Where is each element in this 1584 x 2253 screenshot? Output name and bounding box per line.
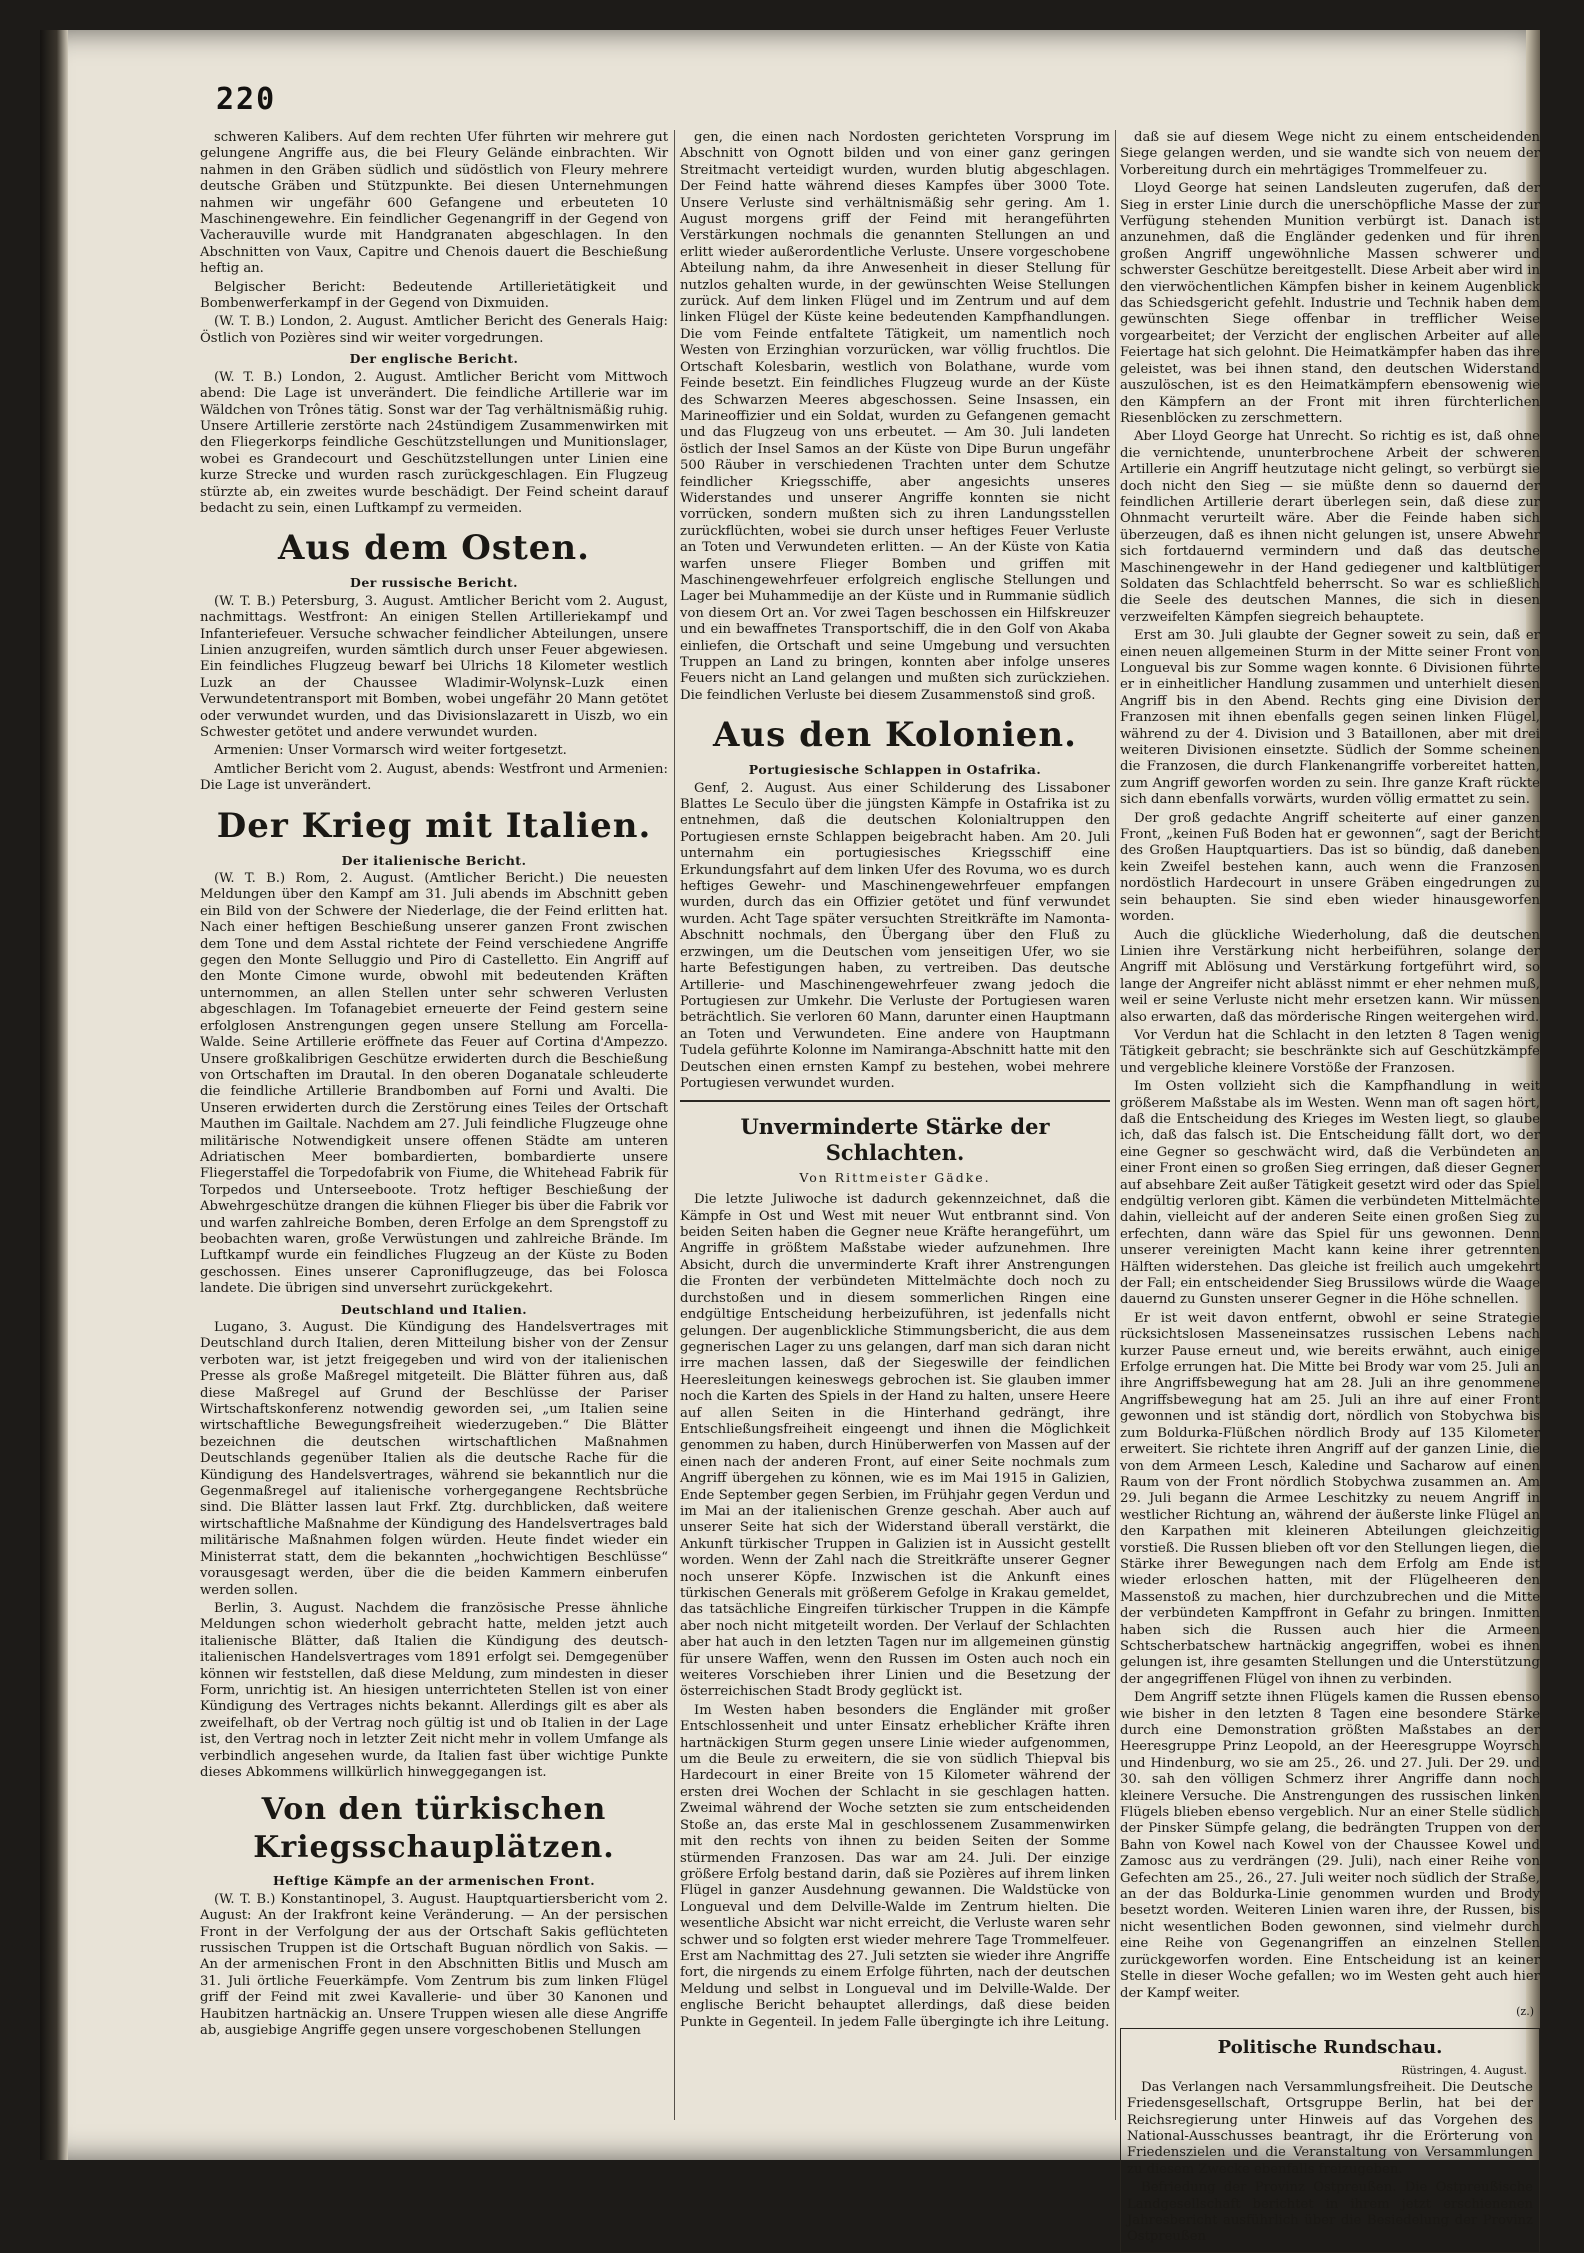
divider xyxy=(680,1100,1110,1102)
dateline: Rüstringen, 4. August. xyxy=(1401,2064,1527,2078)
paragraph: Genf, 2. August. Aus einer Schilderung des Lissaboner Blattes Le Seculo über die jüngsten Kämpfe in Ostafrika ist zu entnehmen, daß die deutschen Kolonialtruppen den Portugiesen ernste Schlappen beigebracht haben. Am 20. Juli unternahm ein portugiesisches Kriegsschiff eine Erkundungsfahrt auf dem linken Ufer des Rovuma, wo es durch heftiges Gewehr- und Maschinengewehrfeuer empfangen wurden, durch das ein Offizier getötet und fünf verwundet wurden. Acht Tage später versuchten Streitkräfte im Namonta-Abschnitt nochmals, den Übergang über den Fluß zu erzwingen, um die Deutschen vom jenseitigen Ufer, wo sie harte Befestigungen haben, zu vertreiben. Das deutsche Artillerie- und Maschinengewehrfeuer zwang jedoch die Portugiesen zur Umkehr. Die Verluste der Portugiesen waren beträchtlich. Sie verloren 60 Mann, darunter einen Hauptmann an Toten und Verwundeten. Eine andere von Hauptmann Tudela geführte Kolonne im Namiranga-Abschnitt hatte mit den Deutschen einen ernsten Kampf zu bestehen, wobei mehrere Portugiesen verwundet wurden. xyxy=(680,780,1110,1091)
byline: Von Rittmeister Gädke. xyxy=(799,1169,991,1185)
paragraph: Belgischer Bericht: Bedeutende Artillerietätigkeit und Bombenwerferkampf in der Gegend von Dixmuiden. xyxy=(200,279,668,312)
subheading: Der italienische Bericht. xyxy=(341,852,527,868)
column-rule xyxy=(674,130,675,2120)
paragraph: (W. T. B.) Rom, 2. August. (Amtlicher Bericht.) Die neuesten Meldungen über den Kampf am 31. Juli abends im Abschnitt geben ein Bild von der Schwere der Niederlage, die der Feind erlitten hat. Nach einer heftigen Beschießung unserer ganzen Front zwischen dem Tone und dem Asstal richtete der Feind verschiedene Angriffe gegen den Monte Selluggio und Piro di Castelletto. Ein Angriff auf den Monte Cimone wurde, obwohl mit bedeutenden Kräften unternommen, an allen Stellen unter sehr schweren Verlusten abgeschlagen. Im Tofanagebiet erneuerte der Feind gestern seine erfolglosen Anstrengungen gegen unsere Stellung am Forcella-Walde. Seine Artillerie eröffnete das Feuer auf Cortina d'Ampezzo. Unsere großkalibrigen Geschütze erwiderten durch die Beschießung von Ortschaften im Drautal. In den oberen Doganatale schleuderte die feindliche Artillerie Brandbomben auf Forni und Avalti. Die Unseren erwiderten durch die Zerstörung eines Teiles der Ortschaft Mauthen im Gailtale. Nachdem am 27. Juli feindliche Flugzeuge ohne militärische Notwendigkeit unsere offenen Städte am unteren Adriatischen Meer bombardierten, bombardierte unsere Fliegerstaffel die Torpedofabrik von Fiume, die Whitehead Fabrik für Torpedos und Unterseeboote. Trotz heftiger Beschießung der Abwehrgeschütze drangen die kühnen Flieger bis über die Fabrik vor und warfen zahlreiche Bomben, deren Erfolge an dem Sprengstoff zu beobachten waren, große Verwüstungen und zahlreiche Brände. Im Luftkampf wurde ein feindliches Flugzeug an der Küste zu Boden geschossen. Eines unserer Caproniflugzeuge, das bei Folosca landete. Die übrigen sind unversehrt zurückgekehrt. xyxy=(200,871,668,1297)
book-binding xyxy=(40,30,68,2160)
article-title: Unverminderte Stärke der Schlachten. xyxy=(740,1113,1050,1165)
article-signature: (z.) xyxy=(1516,2004,1534,2018)
paragraph: Er ist weit davon entfernt, obwohl er seine Strategie rücksichtslosen Masseneinsatzes russischen Lebens nach kurzer Pause erneut und, wie bereits erwähnt, auch einige Erfolge errungen hat. Die Mitte bei Brody war vom 25. Juli an ihre Angriffsbewegung hat am 28. Juli an ihre genommene Angriffsbewegung hat am 25. Juli an ihre auf einer Front gewonnen und ist ständig dort, nördlich von Stobychwa bis zum Boldurka-Flüßchen nördlich Brody auf 135 Kilometer erweitert. Sie richtete ihren Angriff auf der ganzen Linie, die von dem Armeen Lesch, Kaledine und Sacharow auf einen Raum von der Front nördlich Stobychwa zusammen an. Am 29. Juli begann die Armee Leschitzky zu neuem Angriff in westlicher Richtung an, während der äußerste linke Flügel an den Karpathen mit kleineren Abteilungen gleichzeitig vorstieß. Die Russen blieben oft vor den Stellungen liegen, die Stärke ihrer Bewegungen nach dem Erfolg am Ende ist wieder erloschen hatten, mit der Flügelheeren den Massenstoß zu machen, hier durchzubrechen und die Mitte der verbündeten Kampffront in Gefahr zu bringen. Inmitten haben sich die Russen auch hier die Armeen Schtscherbatschew hartnäckig angegriffen, wobei es ihnen gelungen ist, ihre gesamten Stellungen und die Unterstützung der angegriffenen Flügel von ihnen zu verbinden. xyxy=(1120,1310,1540,1687)
section-title: Aus den Kolonien. xyxy=(713,715,1077,756)
politics-section xyxy=(1120,2028,1540,2252)
section-title: Von den türkischen Kriegsschauplätzen. xyxy=(253,1792,615,1866)
subheading: Deutschland und Italien. xyxy=(340,1301,528,1317)
paragraph: (W. T. B.) London, 2. August. Amtlicher Bericht vom Mittwoch abend: Die Lage ist unverändert. Die feindliche Artillerie war im Wäldchen von Trônes tätig. Sonst war der Tag verhältnismäßig ruhig. Unsere Artillerie zerstörte nach 24stündigem Zusammenwirken mit den Fliegerkorps feindliche Geschützstellungen und Munitionslager, wobei es Grandecourt und Geschützstellungen unter Linien eine kurze Strecke und wurden rasch zurückgeschlagen. Ein Flugzeug stürzte ab, ein zweites wurde beschädigt. Der Feind scheint darauf bedacht zu sein, einen Luftkampf zu vermeiden. xyxy=(200,369,668,516)
paragraph: Im Osten vollzieht sich die Kampfhandlung in weit größerem Maßstabe als im Westen. Wenn man oft sagen hört, daß die Entscheidung des Krieges im Westen liegt, so glaube ich, daß das falsch ist. Die Entscheidung fällt dort, wo der eine Gegner so geschwächt wird, daß die Verbündeten an einer Front einen so großen Sieg erringen, daß dieser Gegner auf absehbare Zeit außer Tätigkeit gesetzt wird oder das Spiel endgültig verloren gibt. Kämen die verbündeten Mittelmächte dahin, vielleicht auf der anderen Seite einen großen Sieg zu erfechten, dann wäre das Spiel für uns gewonnen. Denn unserer vereinigten Macht kann keine ihrer getrennten Hälften widerstehen. Das gleiche ist freilich auch umgekehrt der Fall; ein entscheidender Sieg Brussilows würde die Waage dauernd zu Gunsten unserer Gegner in die Höhe schnellen. xyxy=(1120,1079,1540,1308)
paragraph: Berlin, 3. August. Nachdem die französische Presse ähnliche Meldungen schon wiederholt gebracht hatte, melden jetzt auch italienische Blätter, daß Italien die Kündigung des deutsch-italienischen Handelsvertrages vom 1891 erfolgt sei. Demgegenüber können wir feststellen, daß diese Meldung, zum mindesten in dieser Form, unrichtig ist. An hiesigen unterrichteten Stellen ist von einer Kündigung des Vertrages nichts bekannt. Allerdings gilt es aber als zweifelhaft, ob der Vertrag noch gültig ist und ob Italien in der Lage ist, den Vertrag noch in letzter Zeit nicht mehr in vollem Umfange als verbindlich angesehen wurde, da Italien fast über wichtige Punkte dieses Abkommens willkürlich hinweggegangen ist. xyxy=(200,1600,668,1780)
section-title: Aus dem Osten. xyxy=(278,528,590,569)
paragraph: Befriedung der Provinz Ostpreußen. Die Ostpreußische Landgesellschaft berichtet in ihrem jetzt erschienenen Jahresbericht ausführlich über die Besiedelung der Provinz Ostpreußen xyxy=(1127,2180,1533,2245)
column-rule xyxy=(1115,130,1116,2120)
paragraph: Auch die glückliche Wiederholung, daß die deutschen Linien ihre Verstärkung nicht herbeiführen, solange der Angriff mit Ablösung und Verstärkung fortgeführt wird, so lange der Angreifer nicht ablässt nimmt er eher nehmen muß, weil er seine Verluste nicht mehr ersetzen kann. Wir müssen also erwarten, daß das mörderische Ringen weitergehen wird. xyxy=(1120,927,1540,1025)
paragraph: (W. T. B.) London, 2. August. Amtlicher Bericht des Generals Haig: Östlich von Pozières sind wir weiter vorgedrungen. xyxy=(200,314,668,346)
newspaper-page xyxy=(40,30,1540,2245)
paragraph: schweren Kalibers. Auf dem rechten Ufer führten wir mehrere gut gelungene Angriffe aus, die bei Fleury Gelände einbrachten. Wir nahmen in den Gräben südlich und südöstlich von Fleury mehrere deutsche Gräben und Stützpunkte. Bei diesen Unternehmungen nahmen wir ungefähr 600 Gefangene und erbeuteten 10 Maschinengewehre. Ein feindlicher Gegenangriff in der Gegend von Vacherauville wurde mit Handgranaten abgeschlagen. In den Abschnitten von Vaux, Capitre und Chenois dauert die Beschießung heftig an. xyxy=(200,130,668,277)
paragraph: Dem Angriff setzte ihnen Flügels kamen die Russen ebenso wie bisher in den letzten 8 Tagen eine besondere Stärke durch eine Demonstration größten Maßstabes an der Heeresgruppe Prinz Leopold, an der Heeresgruppe Woyrsch und Hindenburg, wo sie am 25., 26. und 27. Juli. Der 29. und 30. sah den völligen Schmerz ihrer Angriffe dann noch kleinere Versuche. Die Anstrengungen des russischen linken Flügels blieben ebenso vergeblich. Nur an einer Stelle südlich der Pinsker Sümpfe gelang, die bedrängten Truppen von der Bahn von Kowel nach Kowel von der Chaussee Kowel und Zamosc aus zu verdrängen (29. Juli), nach einer Reihe von Gefechten am 25., 26., 27. Juli weiter noch südlich der Straße, an der das Boldurka-Linie genommen wurden und Brody besetzt worden. Weiteren Linien waren ihre, der Russen, bis nicht wesentlichen Boden gewonnen, sind vielmehr durch eine Reihe von Gegenangriffen an einzelnen Stellen zurückgeworfen worden. Eine Entscheidung ist an keiner Stelle in dieser Woche gefallen; wo im Westen geht auch hier der Kampf weiter. xyxy=(1120,1690,1540,2001)
page-number: 220 xyxy=(216,82,277,117)
paragraph: gen, die einen nach Nordosten gerichteten Vorsprung im Abschnitt von Ognott bilden und von einer ganz geringen Streitmacht verteidigt wurden, wurden blutig abgeschlagen. Der Feind hatte während dieses Kampfes über 3000 Tote. Unsere Verluste sind verhältnismäßig sehr gering. Am 1. August morgens griff der Feind mit herangeführten Verstärkungen nochmals die genannten Stellungen an und erlitt wieder außerordentliche Verluste. Unsere vorgeschobene Abteilung nahm, da ihre Anwesenheit in dieser Stellung für nutzlos gehalten wurde, in der gewünschten Weise Stellungen zurück. Auf dem linken Flügel und im Zentrum und auf dem linken Flügel der Küste keine bedeutenden Kampfhandlungen. Die vom Feinde entfaltete Tätigkeit, um namentlich noch Westen von Erzinghian vorzurücken, war völlig fruchtlos. Die Ortschaft Kolesbarin, westlich von Bolathane, wurde vom Feinde besetzt. Ein feindliches Flugzeug wurde an der Küste des Schwarzen Meeres abgeschossen. Seine Insassen, ein Marineoffizier und ein Soldat, wurden zu Gefangenen gemacht und das Flugzeug von uns erbeutet. — Am 30. Juli landeten östlich der Insel Samos an der Küste von Dipe Burun ungefähr 500 Räuber in verschiedenen Trachten unter dem Schutze feindlicher Kriegsschiffe, aber angesichts unseres Widerstandes und unserer Angriffe konnten sie nicht vorrücken, sondern mußten sich zu ihren Landungsstellen zurückflüchten, wobei sie durch unser heftiges Feuer Verluste an Toten und Verwundeten erlitten. — An der Küste von Katia warfen unsere Flieger Bomben und griffen mit Maschinengewehrfeuer erfolgreich englische Stellungen und Lager bei Muhammedije an der Küste und in Rummanie südlich von diesem Ort an. Vor zwei Tagen beschossen ein Hilfskreuzer und ein bewaffnetes Transportschiff, die in den Golf von Akaba einliefen, die Ortschaft und seine Umgebung und versuchten Truppen an Land zu bringen, konnten aber infolge unseres Feuers nicht an Land gelangen und mußten sich zurückziehen. Die feindlichen Verluste bei diesem Zusammenstoß sind groß. xyxy=(680,130,1110,703)
subheading: Der englische Bericht. xyxy=(349,351,519,367)
subheading: Der russische Bericht. xyxy=(350,575,518,591)
column-left xyxy=(200,130,668,2150)
paragraph: Der groß gedachte Angriff scheiterte auf einer ganzen Front, „keinen Fuß Boden hat er gewonnen“, sagt der Bericht des Großen Hauptquartiers. Das ist so bündig, daß daneben kein Zweifel bestehen kann, auch wenn die Franzosen nordöstlich Hardecourt in unsere Gräben eingedrungen zu sein behaupten. Sie sind eben wieder hinausgeworfen worden. xyxy=(1120,810,1540,925)
paragraph: Die letzte Juliwoche ist dadurch gekennzeichnet, daß die Kämpfe in Ost und West mit neuer Wut entbrannt sind. Von beiden Seiten haben die Gegner neue Kräfte herangeführt, um Angriffe in größtem Maßstabe wieder aufzunehmen. Ihre Absicht, durch die unverminderte Kraft ihrer Anstrengungen die Fronten der verbündeten Mittelmächte doch noch zu durchstoßen und in diesem sommerlichen Ringen eine endgültige Entscheidung herbeizuführen, ist jedenfalls nicht gelungen. Der augenblickliche Stimmungsbericht, die aus dem gegnerischen Lager zu uns gelangen, darf man sich daran nicht irre machen lassen, daß der Siegeswille der feindlichen Heeresleitungen keineswegs gebrochen ist. Sie glauben immer noch die Karten des Spiels in der Hand zu halten, unsere Heere auf allen Seiten in die Hinterhand gedrängt, ihre Entschließungsfreiheit eingeengt und ihnen die Möglichkeit genommen zu haben, durch Hinüberwerfen von Massen auf der einen nach der anderen Front, auf einer Seite nochmals zum Angriff übergehen zu können, wie es im Mai 1915 in Galizien, Ende September gegen Serbien, im Frühjahr gegen Verdun und im Mai an der italienischen Grenze geschah. Aber auch auf unserer Seite hat sich der Widerstand überall verstärkt, die Ankunft türkischer Truppen in Galizien ist in Aussicht gestellt worden. Wenn der Zahl nach die Streitkräfte unserer Gegner noch unserer Köpfe. Inzwischen ist die Ankunft eines türkischen Generals mit größerem Gefolge in Krakau gemeldet, das tatsächliche Eingreifen türkischer Truppen in die Kämpfe aber noch nicht mitgeteilt worden. Der Verlauf der Schlachten aber hat auch in den letzten Tagen nur im allgemeinen günstig für unsere Waffen, wenn den Russen im Osten auch noch ein weiteres Vorschieben ihrer Linien und die Besetzung der österreichischen Stadt Brody geglückt ist. xyxy=(680,1192,1110,1700)
paragraph: Das Verlangen nach Versammlungsfreiheit. Die Deutsche Friedensgesellschaft, Ortsgruppe Berlin, hat bei der Reichsregierung unter Hinweis auf das Vorgehen des National-Ausschusses beantragt, ihr die Erörterung von Friedenszielen und die Veranstaltung von Versammlungen zu diesem Zwecke ebenfalls freizugeben. xyxy=(1127,2079,1533,2177)
column-middle xyxy=(680,130,1110,2150)
paragraph: (W. T. B.) Petersburg, 3. August. Amtlicher Bericht vom 2. August, nachmittags. Westfront: An einigen Stellen Artilleriekampf und Infanteriefeuer. Versuche schwacher feindlicher Abteilungen, unsere Linien anzugreifen, wurden sämtlich durch unser Feuer abgewiesen. Ein feindliches Flugzeug bewarf bei Ulrichs 18 Kilometer westlich Luzk an der Chaussee Wladimir-Wolynsk–Luzk einen Verwundetentransport mit Bomben, wobei ungefähr 20 Mann getötet oder verwundet wurden, und das Divisionslazarett in Uiszb, wo ein Schwester getötet und andere verwundet wurden. xyxy=(200,593,668,740)
column-right xyxy=(1120,130,1540,2245)
paragraph: Erst am 30. Juli glaubte der Gegner soweit zu sein, daß er einen neuen allgemeinen Sturm in der Mitte seiner Front von Longueval bis zur Somme wagen konnte. 6 Divisionen führte er in einheitlicher Handlung zusammen und unterhielt diesen Angriff bis in den Abend. Rechts ging eine Division der Franzosen mit ihnen ebenfalls gegen seinen linken Flügel, während zu der 4. Division und 3 Bataillonen, aber mit drei weiteren Divisionen einsetzte. Südlich der Somme scheinen die Franzosen, die durch Flankenangriffe vorbereitet hatten, zum Angriff geworfen worden zu sein. Ihre ganze Kraft rückte sich dann ebenfalls vorwärts, wurden völlig ermattet zu sein. xyxy=(1120,628,1540,808)
paragraph: Lloyd George hat seinen Landsleuten zugerufen, daß der Sieg in erster Linie durch die unerschöpfliche Masse der zur Verfügung stehenden Munition verbürgt ist. Danach ist anzunehmen, daß die Engländer gedenken und für ihren großen Angriff ungewöhnliche Massen schwerer und schwerster Geschütze bereitgestellt. Diese Arbeit aber wird in den vierwöchentlichen Kämpfen bisher in keinem Augenblick das Schiedsgericht gefehlt. Industrie und Technik haben dem gewünschten Siege offenbar in trefflicher Weise vorgearbeitet; der Verzicht der englischen Arbeiter auf alle Feiertage hat sich gelohnt. Die Heimatkämpfer haben das ihre geleistet, was bei ihnen stand, den deutschen Widerstand auszulöschen, ist es den Heimatkämpfern ebensowenig wie den Kämpfern an der Front mit ihren fürchterlichen Riesenblöcken zu zerschmettern. xyxy=(1120,181,1540,426)
subheading: Heftige Kämpfe an der armenischen Front. xyxy=(272,1873,596,1889)
section-title: Der Krieg mit Italien. xyxy=(216,805,652,846)
paragraph: Vor Verdun hat die Schlacht in den letzten 8 Tagen wenig Tätigkeit gebracht; sie beschränkte sich auf Geschützkämpfe und vergebliche kleinere Vorstöße der Franzosen. xyxy=(1120,1027,1540,1076)
paragraph: Amtlicher Bericht vom 2. August, abends: Westfront und Armenien: Die Lage ist unverändert. xyxy=(200,761,668,794)
paragraph: Armenien: Unser Vormarsch wird weiter fortgesetzt. xyxy=(214,743,567,759)
section-title: Politische Rundschau. xyxy=(1217,2037,1443,2059)
paragraph: Im Westen haben besonders die Engländer mit großer Entschlossenheit und unter Einsatz erheblicher Kräfte ihren hartnäckigen Sturm gegen unsere Linie wieder aufgenommen, um die Beule zu erweitern, die sie von südlich Thiepval bis Hardecourt in einer Breite von 15 Kilometer während der ersten drei Wochen der Schlacht in sie geschlagen hatten. Zweimal während der Woche setzten sie zum entscheidenden Stoße an, das erste Mal in geschlossenem Zusammenwirken mit den rechts von ihnen zu beiden Seiten der Somme stürmenden Franzosen. Das war am 24. Juli. Der einzige größere Erfolg bestand darin, daß sie Pozières auf ihrem linken Flügel in ganzer Ausdehnung gewannen. Die Waldstücke von Longueval und dem Delville-Walde im Zentrum hielten. Die wesentliche Absicht war nicht erreicht, die Verluste waren sehr schwer und so folgten erst wieder mehrere Tage Trommelfeuer. Erst am Nachmittag des 27. Juli setzten sie wieder ihre Angriffe fort, die nirgends zu einem Erfolge führten, nach der deutschen Meldung und selbst in Longueval und im Delville-Walde. Der englische Bericht behauptet allerdings, daß diese beiden Punkte in Gegenteil. In jedem Falle übergingte ich ihre Leitung. xyxy=(680,1702,1110,2030)
subheading: Portugiesische Schlappen in Ostafrika. xyxy=(748,762,1042,778)
paragraph: (W. T. B.) Konstantinopel, 3. August. Hauptquartiersbericht vom 2. August: An der Irakfront keine Veränderung. — An der persischen Front in der Verfolgung der aus der Ortschaft Sakis geflüchteten russischen Truppen ist die Ortschaft Buguan nördlich von Sakis. — An der armenischen Front in den Abschnitten Bitlis und Musch am 31. Juli örtliche Feuerkämpfe. Vom Zentrum bis zum linken Flügel griff der Feind mit zwei Kavallerie- und über 30 Kanonen und Haubitzen hartnäckig an. Unsere Truppen wiesen alle diese Angriffe ab, ausgiebige Angriffe gegen unsere vorgeschobenen Stellungen xyxy=(200,1891,668,2039)
paragraph: Lugano, 3. August. Die Kündigung des Handelsvertrages mit Deutschland durch Italien, deren Mitteilung bisher von der Zensur verboten war, ist jetzt freigegeben und wird von der italienischen Presse als große Maßregel mitgeteilt. Die Blätter führen aus, daß diese Maßregel auf Grund der Beschlüsse der Pariser Wirtschaftskonferenz notwendig geworden sei, „um Italien seine wirtschaftliche Bewegungsfreiheit wiederzugeben.“ Die Blätter bezeichnen die deutschen wirtschaftlichen Maßnahmen Deutschlands gegenüber Italien als die deutsche Rache für die Kündigung des Handelsvertrages, während sie bekanntlich nur die Gegenmaßregel auf italienische vorhergegangene Rechtsbrüche sind. Die Blätter lassen laut Frkf. Ztg. durchblicken, daß weitere wirtschaftliche Maßnahme der Kündigung des Handelsvertrages bald militärische Maßnahmen folgen würden. Heute findet wieder ein Ministerrat statt, dem die bekannten „hochwichtigen Beschlüsse“ vorausgesagt werden, über die die beiden Kammern einberufen werden sollen. xyxy=(200,1320,668,1598)
paragraph: Aber Lloyd George hat Unrecht. So richtig es ist, daß ohne die vernichtende, ununterbrochene Arbeit der schweren Artillerie ein Angriff heutzutage nicht gelingt, so verbürgt sie doch nicht den Sieg — sie müßte denn so dauernd der feindlichen Artillerie derart überlegen sein, daß diese zur Ohnmacht verurteilt wäre. Aber die Feinde haben sich überzeugen, daß es ihnen nicht gelungen ist, unsere Abwehr sich fortdauernd vermindern und daß das deutsche Maschinengewehr in der Hand gediegener und kaltblütiger Soldaten das Schlachtfeld beherrscht. So war es schließlich die Seele des deutschen Mannes, die sich in diesen verzweifelten Kämpfen siegreich behauptete. xyxy=(1120,429,1540,625)
paragraph: daß sie auf diesem Wege nicht zu einem entscheidenden Siege gelangen werden, und sie wandte sich von neuem der Vorbereitung durch ein mehrtägiges Trommelfeuer zu. xyxy=(1120,130,1540,178)
